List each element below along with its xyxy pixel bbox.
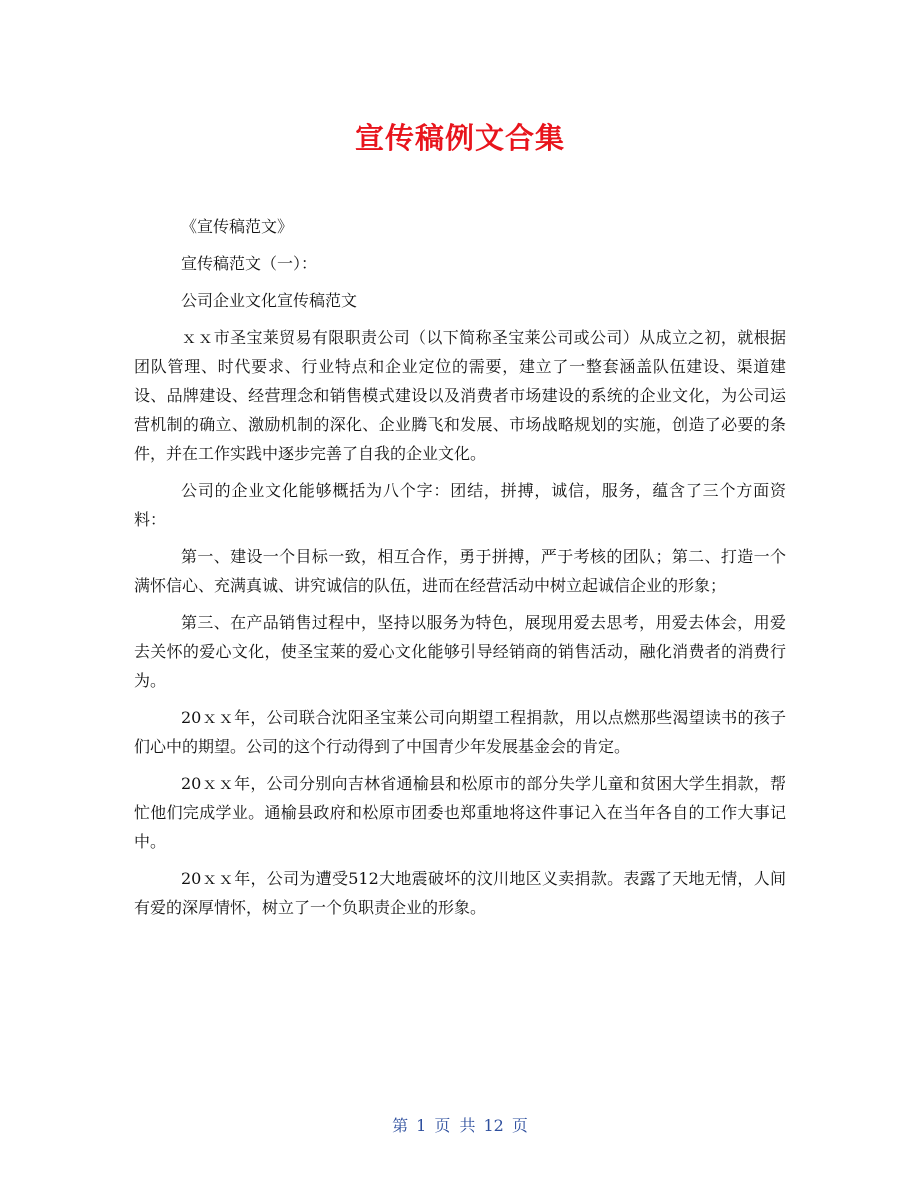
paragraph: 20ｘｘ年，公司分别向吉林省通榆县和松原市的部分失学儿童和贫困大学生捐款，帮忙他们完成学业。通榆县政府和松原市团委也郑重地将这件事记入在当年各自的工作大事记中。 <box>134 774 786 851</box>
footer-prefix: 第 <box>392 1116 409 1135</box>
current-page-number: 1 <box>416 1116 427 1135</box>
footer-middle: 页 共 <box>434 1116 476 1135</box>
document-body <box>134 212 786 930</box>
paragraph: 第三、在产品销售过程中，坚持以服务为特色，展现用爱去思考，用爱去体会，用爱去关怀的爱心文化，使圣宝莱的爱心文化能够引导经销商的销售活动，融化消费者的消费行为。 <box>134 613 786 690</box>
paragraph: 第一、建设一个目标一致，相互合作，勇于拼搏，严于考核的团队；第二、打造一个满怀信心、充满真诚、讲究诚信的队伍，进而在经营活动中树立起诚信企业的形象； <box>134 547 786 595</box>
total-pages-number: 12 <box>483 1116 504 1135</box>
heading-bracket: 《宣传稿范文》 <box>181 217 294 236</box>
page-title: 宣传稿例文合集 <box>354 121 565 155</box>
section-label: 宣传稿范文（一）： <box>181 254 318 273</box>
section-subtitle: 公司企业文化宣传稿范文 <box>181 291 358 310</box>
paragraph: 20ｘｘ年，公司为遭受512大地震破坏的汶川地区义卖捐款。表露了天地无情，人间有爱的深厚情怀，树立了一个负职责企业的形象。 <box>134 869 786 917</box>
footer-suffix: 页 <box>511 1116 528 1135</box>
paragraph: ｘｘ市圣宝莱贸易有限职责公司（以下简称圣宝莱公司或公司）从成立之初，就根据团队管理、时代要求、行业特点和企业定位的需要，建立了一整套涵盖队伍建设、渠道建设、品牌建设、经营理念和销售模式建设以及消费者市场建设的系统的企业文化，为公司运营机制的确立、激励机制的深化、企业腾飞和发展、市场战略规划的实施，创造了必要的条件，并在工作实践中逐步完善了自我的企业文化。 <box>134 328 786 463</box>
paragraph: 20ｘｘ年，公司联合沈阳圣宝莱公司向期望工程捐款，用以点燃那些渴望读书的孩子们心中的期望。公司的这个行动得到了中国青少年发展基金会的肯定。 <box>134 708 786 756</box>
paragraph: 公司的企业文化能够概括为八个字：团结，拼搏，诚信，服务，蕴含了三个方面资料： <box>134 481 786 529</box>
page-footer <box>0 1114 920 1138</box>
